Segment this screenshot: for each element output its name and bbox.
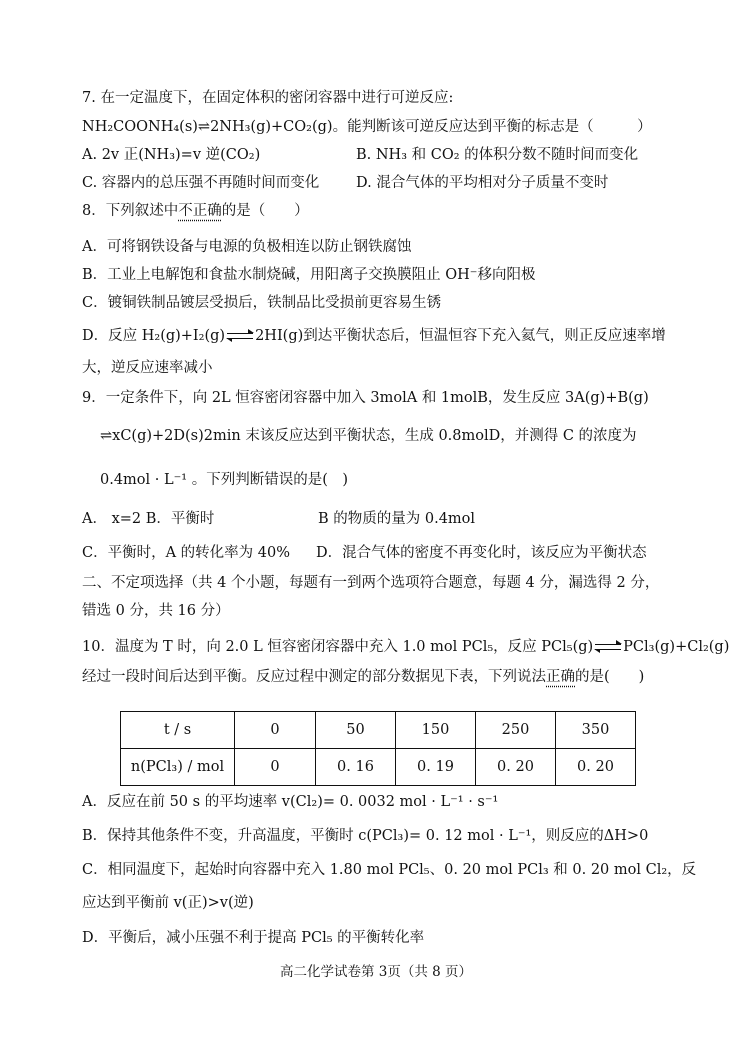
table-header-cell: t / s xyxy=(121,712,235,749)
data-table xyxy=(120,711,636,786)
q10-line1-post: PCl₃(g)+Cl₂(g) xyxy=(623,639,730,655)
section-2-heading: 二、不定项选择（共 4 个小题，每题有一到两个选项符合题意，每题 4 分，漏选得 2 分， xyxy=(82,575,660,591)
q9-option-c: C．平衡时，A 的转化率为 40% xyxy=(82,545,291,561)
q8-option-c: C．镀铜铁制品镀层受损后，铁制品比受损前更容易生锈 xyxy=(82,295,442,311)
table-cell: 0 xyxy=(235,749,316,786)
q9-line2: ⇌xC(g)+2D(s)2min 末该反应达到平衡状态，生成 0.8molD，并测得 C 的浓度为 xyxy=(100,428,637,444)
q10-line1-pre: 10．温度为 T 时，向 2.0 L 恒容密闭容器中充入 1.0 mol PCl₅，反应 PCl₅(g) xyxy=(82,639,594,655)
q10-line1 xyxy=(82,637,729,657)
q10-option-d: D．平衡后，减小压强不利于提高 PCl₅ 的平衡转化率 xyxy=(82,930,425,946)
q9-line3: 0.4mol · L⁻¹ 。下列判断错误的是( ) xyxy=(100,472,349,488)
q8-stem-emphasis: 不正确 xyxy=(178,203,222,219)
q8-stem xyxy=(82,201,309,221)
q10-option-c: C．相同温度下，起始时向容器中充入 1.80 mol PCl₅、0. 20 mol PCl₃ 和 0. 20 mol Cl₂，反 xyxy=(82,862,697,878)
q7-option-b: B. NH₃ 和 CO₂ 的体积分数不随时间而变化 xyxy=(356,147,639,163)
equilibrium-arrow-icon xyxy=(595,641,621,653)
table-header-cell: 350 xyxy=(556,712,636,749)
table-row xyxy=(121,749,636,786)
q8-stem-pre: 8．下列叙述中 xyxy=(82,203,179,219)
q7-stem: 7. 在一定温度下，在固定体积的密闭容器中进行可逆反应: xyxy=(82,90,454,106)
q9-option-d: D．混合气体的密度不再变化时，该反应为平衡状态 xyxy=(316,545,647,561)
equilibrium-arrow-icon xyxy=(227,330,253,342)
q9-option-a: A． x=2 B．平衡时 xyxy=(82,511,215,527)
q10-line2-post: 的是( ) xyxy=(575,669,645,685)
table-header-cell: 150 xyxy=(396,712,476,749)
page-footer: 高二化学试卷第 3页（共 8 页） xyxy=(279,964,473,980)
table-header-cell: 250 xyxy=(476,712,556,749)
q7-reaction: NH₂COONH₄(s)⇌2NH₃(g)+CO₂(g)。能判断该可逆反应达到平衡的标志是（ ） xyxy=(82,119,652,135)
table-cell: 0. 20 xyxy=(476,749,556,786)
q9-line1: 9．一定条件下，向 2L 恒容密闭容器中加入 3molA 和 1molB，发生反应 3A(g)+B(g) xyxy=(82,390,649,406)
q10-line2-emphasis: 正确 xyxy=(546,669,575,685)
table-header-cell: 50 xyxy=(316,712,396,749)
q7-option-a: A. 2v 正(NH₃)=v 逆(CO₂) xyxy=(82,147,261,163)
q7-option-c: C. 容器内的总压强不再随时间而变化 xyxy=(82,175,320,191)
section-2-heading-continued: 错选 0 分，共 16 分） xyxy=(82,603,230,619)
table-cell: 0. 16 xyxy=(316,749,396,786)
q8-option-d xyxy=(82,326,666,346)
q9-option-a-continued: B 的物质的量为 0.4mol xyxy=(318,511,476,527)
q8-option-a: A．可将钢铁设备与电源的负极相连以防止钢铁腐蚀 xyxy=(82,239,412,255)
table-cell: 0. 20 xyxy=(556,749,636,786)
table-header-row xyxy=(121,712,636,749)
q10-option-a: A．反应在前 50 s 的平均速率 v(Cl₂)= 0. 0032 mol · L⁻¹ · s⁻¹ xyxy=(82,794,499,810)
q10-line2 xyxy=(82,667,644,687)
q10-option-b: B．保持其他条件不变，升高温度，平衡时 c(PCl₃)= 0. 12 mol · L⁻¹，则反应的ΔH>0 xyxy=(82,828,649,844)
q10-line2-pre: 经过一段时间后达到平衡。反应过程中测定的部分数据见下表，下列说法 xyxy=(82,669,546,685)
table-cell: n(PCl₃) / mol xyxy=(121,749,235,786)
q8-option-b: B．工业上电解饱和食盐水制烧碱，用阳离子交换膜阻止 OH⁻移向阳极 xyxy=(82,267,536,283)
q8-option-d-continued: 大，逆反应速率减小 xyxy=(82,360,213,376)
table-header-cell: 0 xyxy=(235,712,316,749)
table-cell: 0. 19 xyxy=(396,749,476,786)
q10-option-c-continued: 应达到平衡前 v(正)>v(逆) xyxy=(82,895,254,911)
q8-option-d-post: 2HI(g)到达平衡状态后，恒温恒容下充入氦气，则正反应速率增 xyxy=(255,328,666,344)
q7-option-d: D. 混合气体的平均相对分子质量不变时 xyxy=(356,175,609,191)
q8-option-d-pre: D．反应 H₂(g)+I₂(g) xyxy=(82,328,226,344)
q8-stem-post: 的是（ ） xyxy=(221,203,309,219)
